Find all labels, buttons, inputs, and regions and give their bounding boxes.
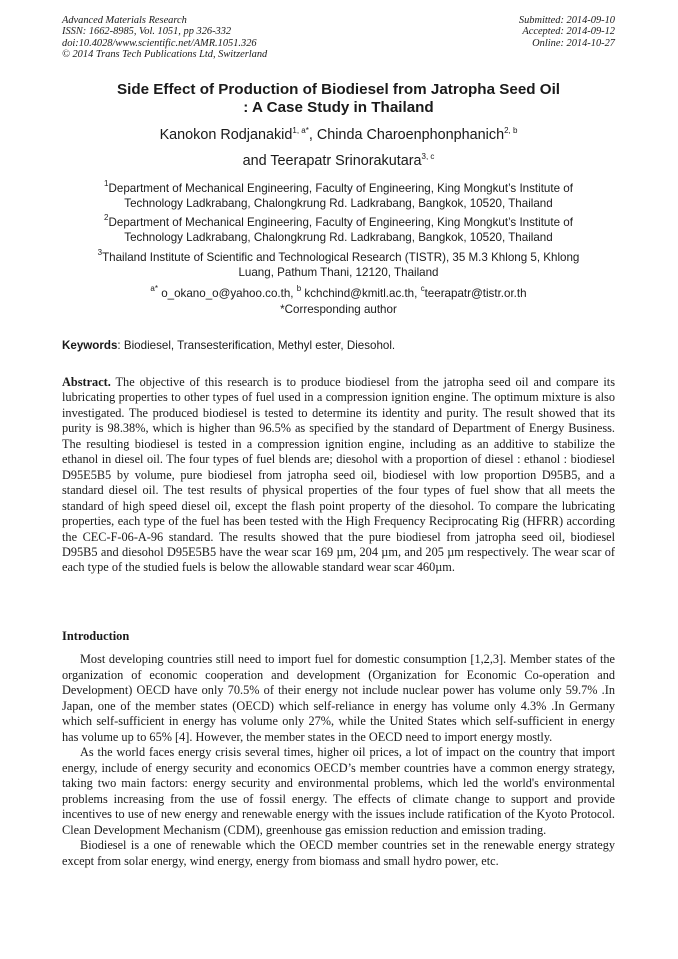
- email-link[interactable]: teerapatr@tistr.or.th: [424, 287, 527, 300]
- keywords-label: Keywords: [62, 339, 118, 352]
- author-line-1: [62, 122, 615, 144]
- affiliation: [62, 210, 615, 246]
- affiliation: [62, 176, 615, 212]
- abstract-text: The objective of this research is to produce biodiesel from the jatropha seed oil and compare its lubricating properties to other types of fuel used in a compression ignition engine. The optimum mixture is also investigated. The produced biodiesel is tested to determine its identity and purity. The result showed that its purity is 98.38%, which is higher than 96.5% as specified by the standard of Department of Energy Business. The resulting biodiesel is tested in a compression ignition engine, including as an additive to stabilize the ethanol in diesel oil. The four types of fuel blends are; diesohol with a proportion of diesel : ethanol : biodiesel D95E5B5 by volume, pure biodiesel from jatropha seed oil, biodiesel with low proportion D95B5, and a standard diesel oil. The test results of physical properties of the four types of fuel show that all meets the standard of high speed diesel oil, except the flash point property of the diesohol. To compare the lubricating properties, each type of the fuel has been tested with the High Frequency Reciprocating Rig (HFRR) according the CEC-F-06-A-96 standard. The results showed that the pure biodiesel from jatropha seed oil, biodiesel D95B5 and diesohol D95E5B5 have the wear scar 169 µm, 204 µm, and 205 µm respectively. The wear scar of each type of the studied fuels is below the allowable standard wear scar 460µm.: [62, 375, 615, 575]
- author-name: Chinda Charoenphonphanich: [316, 127, 505, 143]
- journal-name: Advanced Materials Research: [62, 15, 187, 26]
- paper-title: [62, 81, 615, 117]
- introduction-body: [62, 652, 615, 869]
- affiliation-text: Technology Ladkrabang, Chalongkrung Rd. Ladkrabang, Bangkok, 10520, Thailand: [124, 197, 553, 211]
- accepted-date: Accepted: 2014-09-12: [522, 26, 615, 38]
- author-name: Kanokon Rodjanakid: [159, 127, 293, 143]
- journal-info: [62, 15, 267, 61]
- affiliation-text: Technology Ladkrabang, Chalongkrung Rd. Ladkrabang, Bangkok, 10520, Thailand: [124, 231, 553, 245]
- affiliation-text: Luang, Pathum Thani, 12120, Thailand: [238, 266, 439, 280]
- paragraph: As the world faces energy crisis several times, higher oil prices, a lot of impact on the country that import energy, include of energy security and economics OECD’s member countries have a common energy strategy, taking two main factors: energy security and environmental problems, which led the world's environmental problems increasing from the use of fossil energy. The effects of climate change to support and provide incentives to use of new energy and renewable energy with the issues include ratification of the Kyoto Protocol. Clean Development Mechanism (CDM), greenhouse gas emission reduction and emission trading.: [62, 745, 615, 837]
- submitted-date: Submitted: 2014-09-10: [518, 15, 615, 26]
- paragraph: Most developing countries still need to import fuel for domestic consumption [1,2,3]. Member states of the organization of economic cooperation and development (Organization for Economic Co-operation and Development) OECD have only 70.5% of their energy not include nuclear power has volume only 59.7% .In Japan, one of the member states (OECD) which self-reliance in energy has volume only 4.3% .In Germany which self-sufficient in energy has volume only 27%, while the United States which self-sufficient in energy has volume up to 65% [4]. However, the member states in the OECD need to import energy mostly.: [62, 652, 615, 744]
- abstract: [62, 375, 615, 576]
- keywords-text: : Biodiesel, Transesterification, Methyl ester, Diesohol.: [117, 339, 396, 352]
- author-separator: ,: [308, 127, 317, 143]
- author-emails: [62, 281, 615, 301]
- copyright: © 2014 Trans Tech Publications Ltd, Switzerland: [62, 49, 268, 61]
- affiliation-number: 2: [104, 213, 109, 222]
- section-heading-introduction: Introduction: [62, 629, 130, 643]
- email-link[interactable]: kchchind@kmitl.ac.th,: [301, 287, 421, 300]
- author-superscript: 2, b: [504, 126, 518, 135]
- affiliation: [62, 245, 615, 281]
- online-date: Online: 2014-10-27: [532, 37, 615, 49]
- affiliation-text: Department of Mechanical Engineering, Faculty of Engineering, King Mongkut’s Institute of: [108, 182, 573, 195]
- abstract-label: Abstract.: [62, 375, 111, 389]
- email-superscript: c: [420, 284, 425, 293]
- email-link[interactable]: o_okano_o@yahoo.co.th,: [157, 287, 297, 300]
- affiliation-text: Department of Mechanical Engineering, Faculty of Engineering, King Mongkut’s Institute of: [108, 216, 573, 229]
- affiliation-number: 1: [104, 179, 109, 188]
- author-line-2: [62, 148, 615, 170]
- doi: doi:10.4028/www.scientific.net/AMR.1051.326: [62, 37, 257, 49]
- affiliation-number: 3: [97, 248, 103, 257]
- issn: ISSN: 1662-8985, Vol. 1051, pp 326-332: [62, 26, 232, 38]
- author-superscript: 3, c: [421, 152, 435, 161]
- affiliation-text: Thailand Institute of Scientific and Technological Research (TISTR), 35 M.3 Khlong 5, Khlong: [102, 251, 580, 264]
- title-line-1: Side Effect of Production of Biodiesel from Jatropha Seed Oil: [116, 81, 561, 98]
- email-superscript: a*: [150, 284, 158, 293]
- corresponding-author-note: *Corresponding author: [280, 303, 397, 316]
- title-line-2: : A Case Study in Thailand: [243, 99, 434, 116]
- paragraph: Biodiesel is a one of renewable which the OECD member countries set in the renewable energy strategy except from solar energy, wind energy, energy from biomass and small hydro power, etc.: [62, 838, 615, 868]
- email-superscript: b: [296, 284, 302, 293]
- keywords: [62, 338, 615, 353]
- author-name: Teerapatr Srinorakutara: [270, 153, 422, 169]
- author-conjunction: and: [242, 153, 271, 169]
- publication-dates: [519, 15, 615, 49]
- author-superscript: 1, a*: [292, 126, 309, 135]
